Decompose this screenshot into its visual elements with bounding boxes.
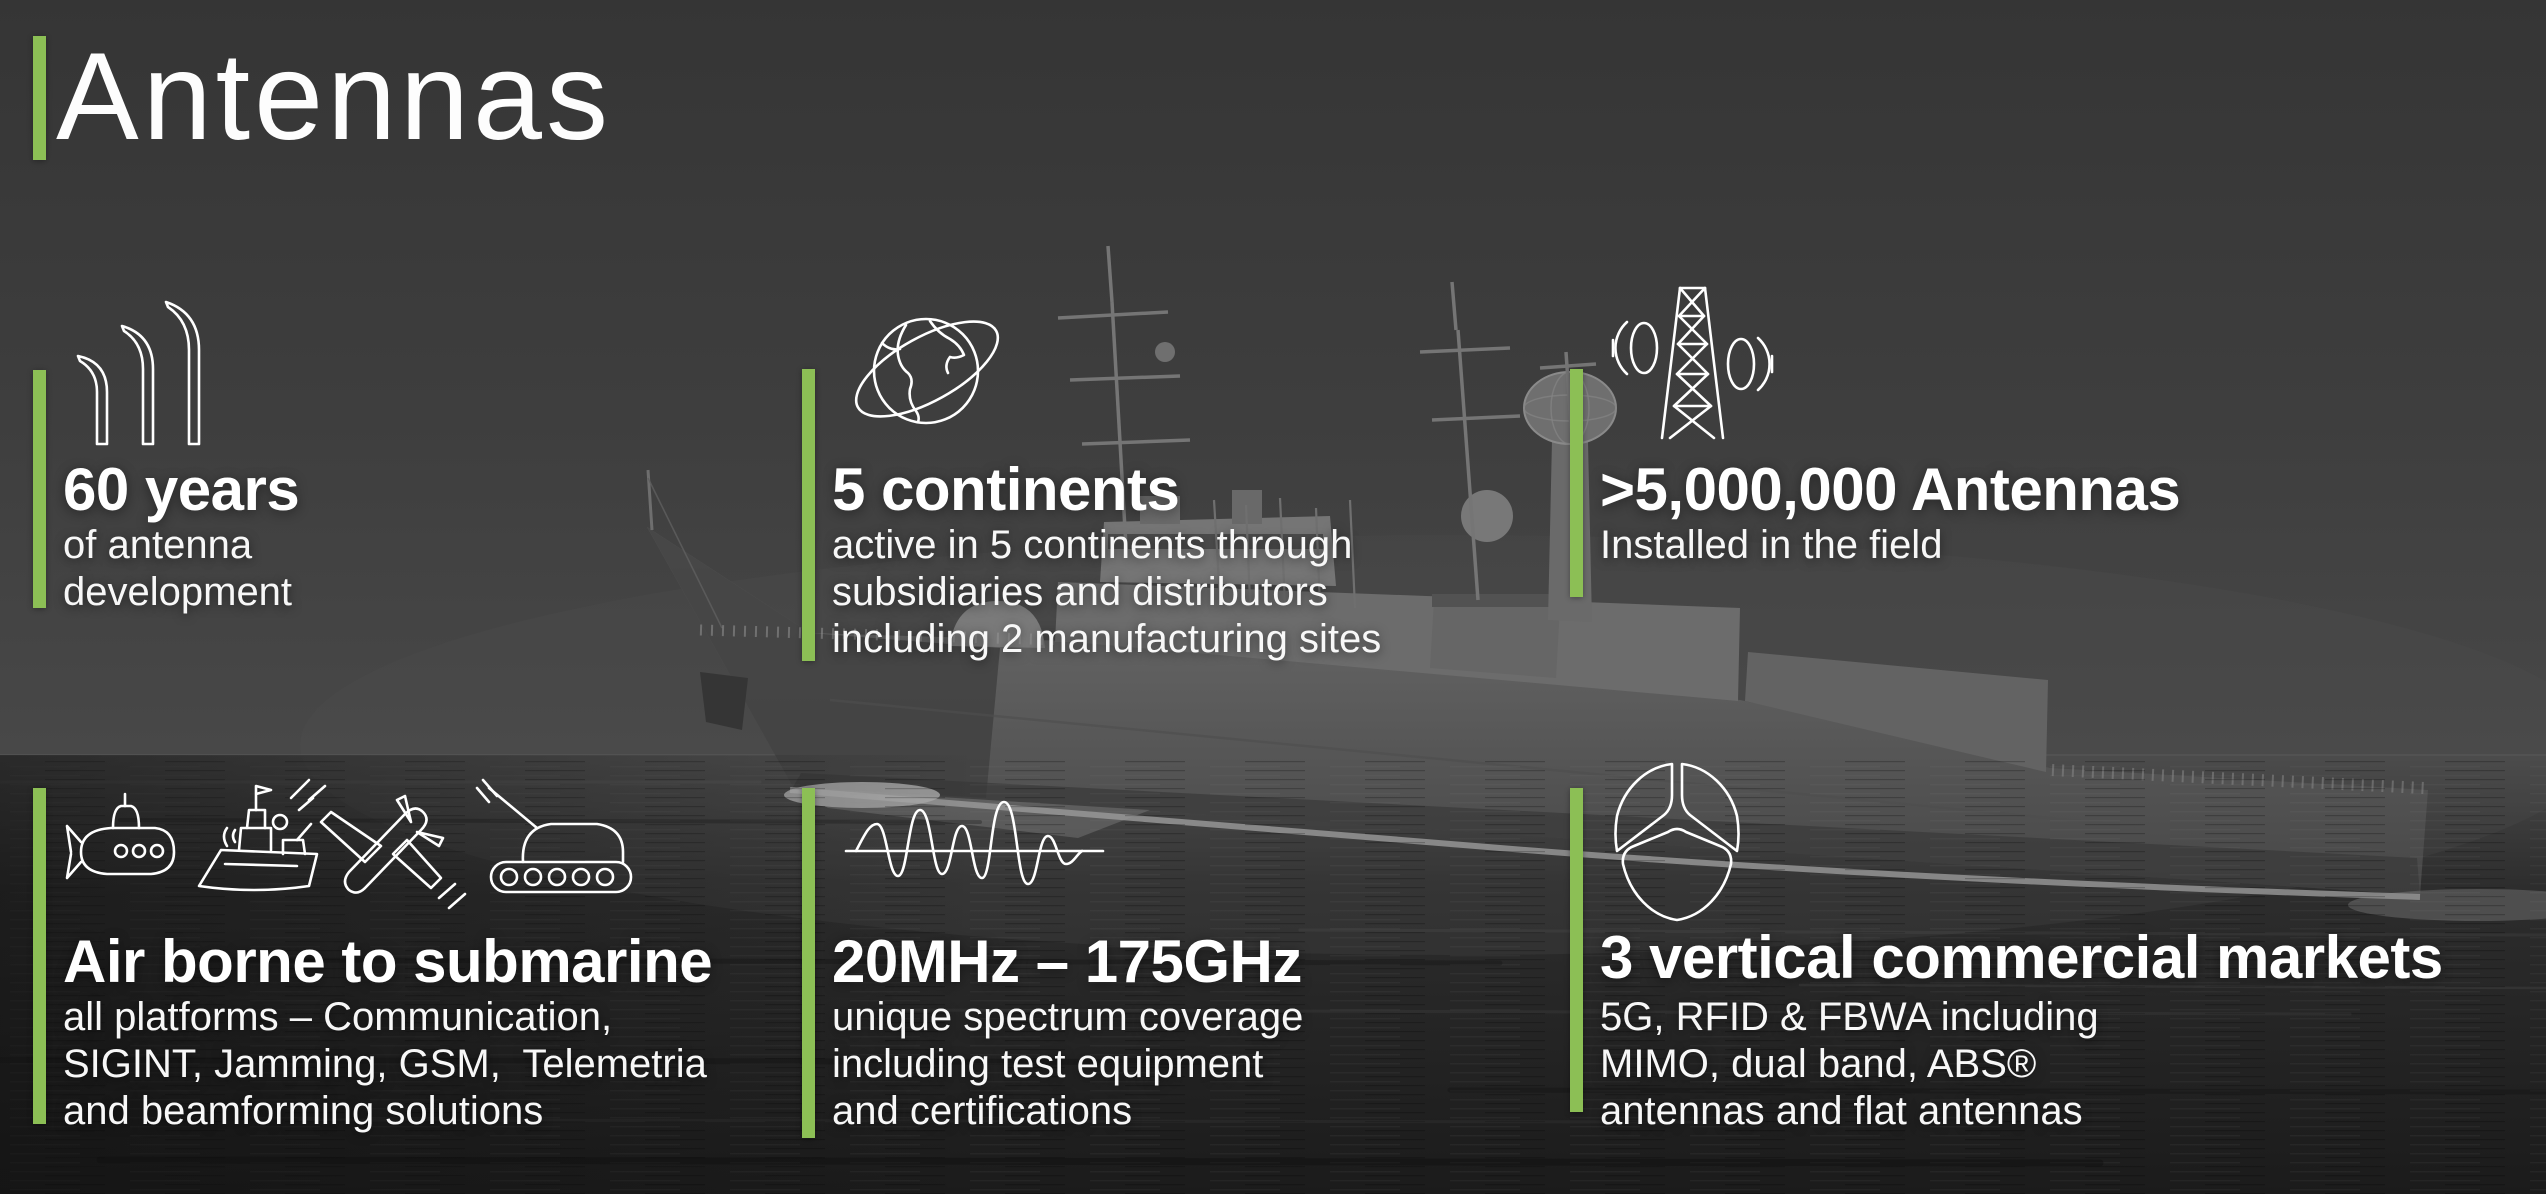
stat-line: Installed in the field [1600, 523, 1943, 567]
stat-block-spectrum [802, 0, 1562, 1194]
stat-description [832, 994, 1303, 1135]
stat-description [1600, 994, 2099, 1135]
stat-title: 5 continents [832, 456, 1180, 523]
stat-line: unique spectrum coverage [832, 995, 1304, 1039]
stat-title: Air borne to submarine [63, 928, 713, 995]
spectrum-waveform-icon [842, 796, 1107, 906]
stat-line: 5G, RFID & FBWA including [1600, 995, 2099, 1039]
stat-line: all platforms – Communication, [63, 995, 613, 1039]
stat-line: development [63, 570, 293, 614]
header [33, 28, 612, 166]
stat-title: 60 years [63, 456, 300, 523]
accent-bar [802, 788, 815, 1138]
fighter-jet-icon [291, 780, 465, 908]
accent-bar [1570, 788, 1583, 1112]
stat-line: and beamforming solutions [63, 1089, 544, 1133]
stat-block-platforms [33, 0, 793, 1194]
stat-line: antennas and flat antennas [1600, 1089, 2083, 1133]
stat-title: 3 vertical commercial markets [1600, 924, 2443, 991]
stat-line: of antenna [63, 523, 253, 567]
stat-line: including test equipment [832, 1042, 1264, 1086]
stat-line: active in 5 continents through [832, 523, 1353, 567]
accent-bar [33, 788, 46, 1124]
stat-line: MIMO, dual band, ABS® [1600, 1042, 2037, 1086]
submarine-icon [67, 794, 174, 878]
tank-icon [477, 780, 631, 892]
stat-line: including 2 manufacturing sites [832, 617, 1382, 661]
stat-description [63, 994, 707, 1135]
stat-title: >5,000,000 Antennas [1600, 456, 2181, 523]
three-segment-circle-icon [1602, 754, 1754, 929]
stat-title: 20MHz – 175GHz [832, 928, 1302, 995]
stat-block-commercial-markets [1570, 0, 2535, 1194]
title-accent-bar [33, 36, 46, 160]
stat-line: SIGINT, Jamming, GSM, Telemetria [63, 1042, 707, 1086]
warship-icon [199, 786, 317, 890]
stat-line: and certifications [832, 1089, 1133, 1133]
page-title: Antennas [56, 28, 612, 166]
stat-line: subsidiaries and distributors [832, 570, 1328, 614]
military-platforms-icon [59, 766, 659, 918]
